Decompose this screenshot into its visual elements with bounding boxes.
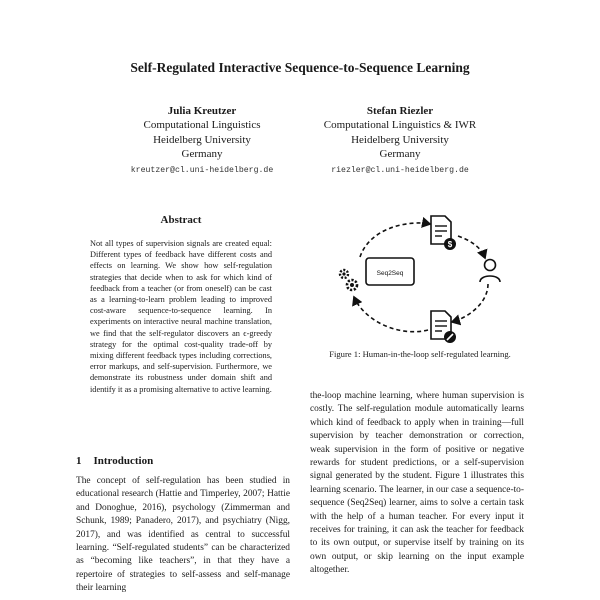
loop-arc-right-bottom <box>452 284 488 322</box>
section-number: 1 <box>76 455 82 467</box>
figure-caption: Figure 1: Human-in-the-loop self-regulated learning. <box>329 349 511 359</box>
author-block-1 <box>102 104 302 178</box>
author-name: Stefan Riezler <box>366 105 434 117</box>
author-affiliation: Heidelberg University <box>351 133 449 146</box>
introduction-column-1: The concept of self-regulation has been studied in educational research (Hattie and Timperley, 2007; Hattie and Donoghue, 2016), psychology (Zimmerman and Schunk, 1989; Panadero, 2017), and psychiatry (Nigg, 2017), and was identified as central to successful learning. “Self-regulated students” can be characterized as “becoming like teachers”, in that they have a repertoire of strategies to self-assess and self-manage their learning <box>76 476 290 594</box>
section-heading-introduction <box>76 455 153 467</box>
figure-diagram <box>330 212 520 347</box>
svg-text:$: $ <box>447 240 453 249</box>
gears-icon <box>340 270 357 290</box>
author-affiliation: Germany <box>379 148 421 161</box>
loop-arc-top <box>360 223 430 257</box>
author-affiliation: Germany <box>181 148 223 161</box>
document-dollar-icon <box>431 216 456 250</box>
author-email: riezler@cl.uni-heidelberg.de <box>331 165 469 175</box>
author-affiliation: Heidelberg University <box>153 133 251 146</box>
author-affiliation: Computational Linguistics & IWR <box>323 119 477 132</box>
author-email: kreutzer@cl.uni-heidelberg.de <box>130 165 274 175</box>
author-block-2 <box>300 104 500 178</box>
loop-arc-right-top <box>458 236 485 258</box>
document-pen-icon <box>431 311 456 343</box>
seq2seq-label: Seq2Seq <box>376 270 404 277</box>
person-icon <box>480 260 500 283</box>
section-title: Introduction <box>93 455 154 467</box>
abstract-heading: Abstract <box>160 214 202 226</box>
loop-arc-bottom <box>354 297 428 332</box>
paper-title: Self-Regulated Interactive Sequence-to-Sequence Learning <box>130 60 470 75</box>
author-name: Julia Kreutzer <box>167 105 237 117</box>
author-affiliation: Computational Linguistics <box>143 119 261 132</box>
abstract-text: Not all types of supervision signals are created equal: Different types of feedback have different costs and effects on learning. We show how self-regulation strategies that decide when to ask for which kind of feedback from a teacher (or from oneself) can be cast as a learning-to-learn problem leading to improved cost-aware sequence-to-sequence learning. In experiments on interactive neural machine translation, we find that the self-regulator discovers an ϵ-greedy strategy for the optimal cost-quality trade-off by mixing different feedback types including corrections, error markups, and self-supervision. Furthermore, we demonstrate its robustness under domain shift and identify it as a promising alternative to active learning. <box>90 239 272 394</box>
introduction-column-2: the-loop machine learning, where human supervision is costly. The self-regulation module automatically learns which kind of feedback to apply when in training—full supervision by teacher demonstration or correction, weak supervision in the form of positive or negative rewards for student predictions, or a self-supervision signal generated by the student. Figure 1 illustrates this learning scenario. The learner, in our case a sequence-to-sequence (Seq2Seq) learner, aims to solve a certain task with the help of a human teacher. For every input it receives for training, it can ask the teacher for feedback to its own output, or supervise itself by training on its own output, or skip learning on the input example altogether. <box>310 391 524 576</box>
